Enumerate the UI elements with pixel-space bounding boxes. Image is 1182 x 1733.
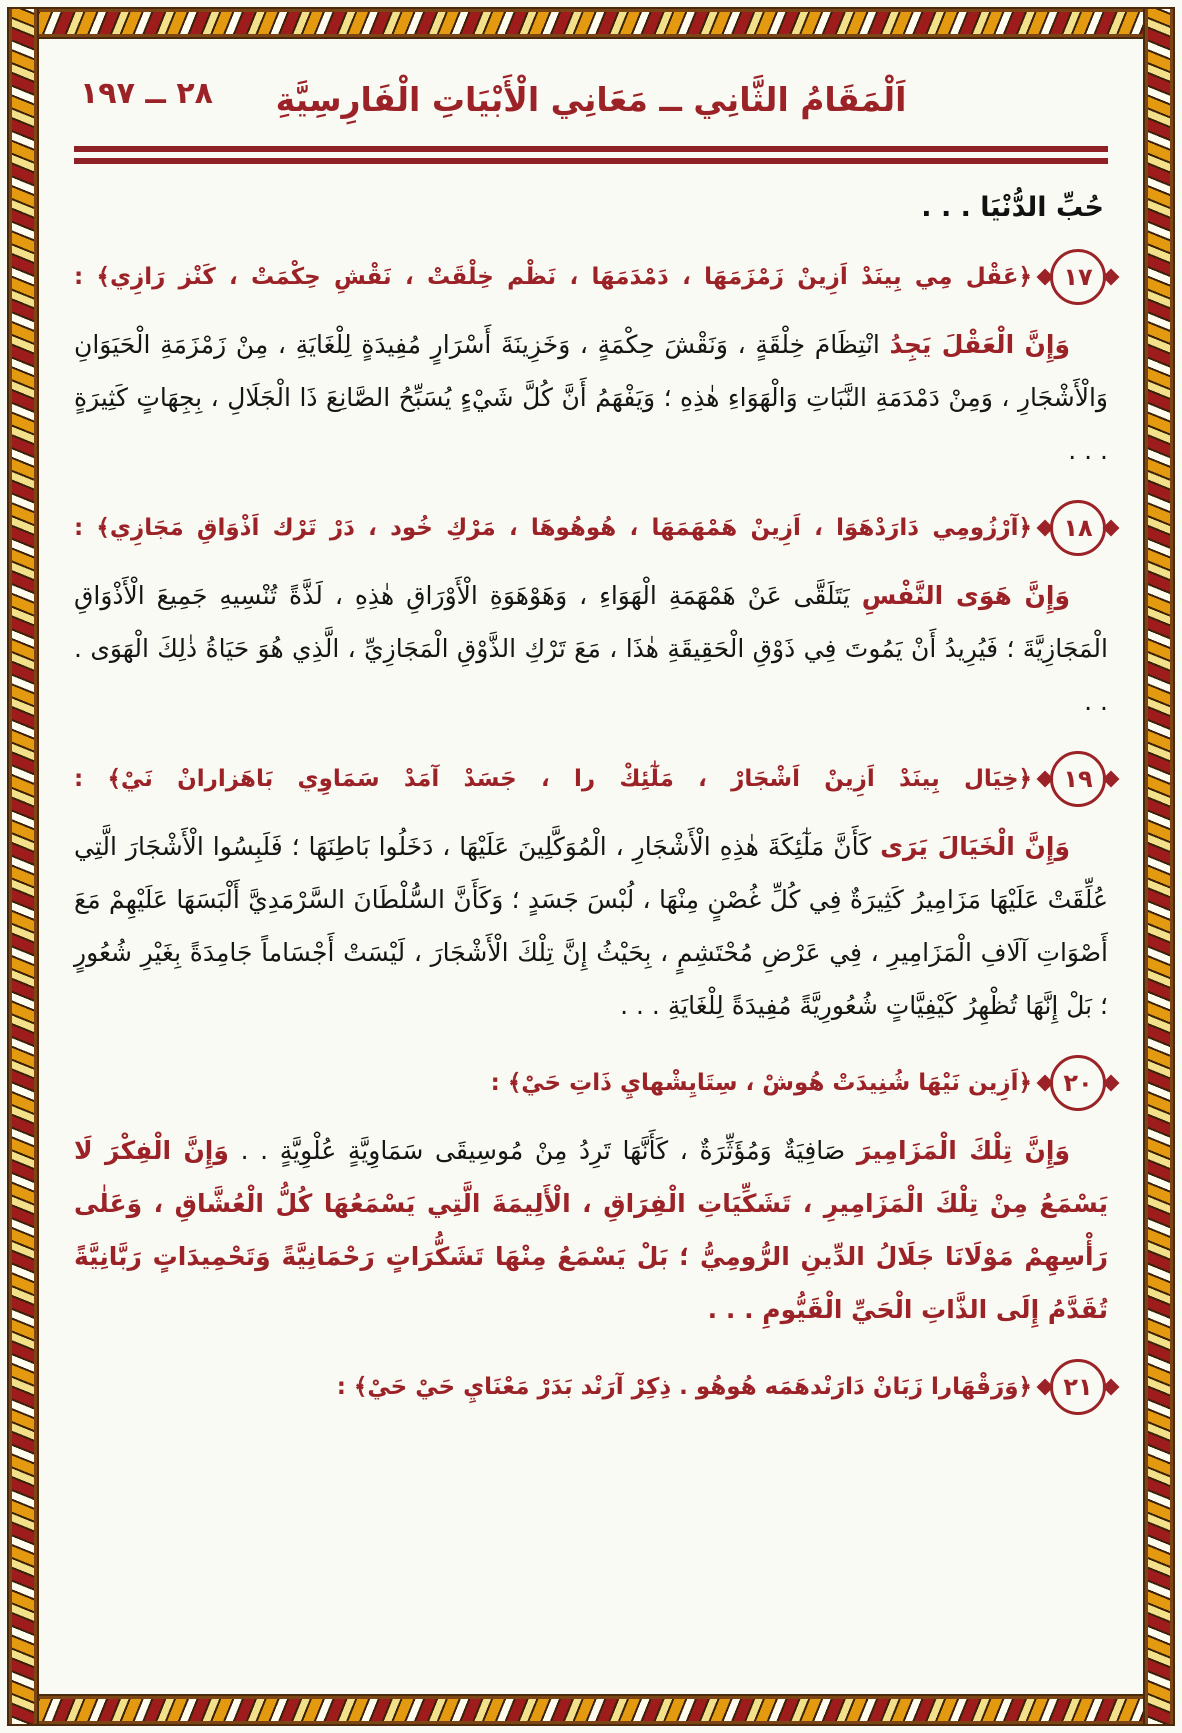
verse-number-medallion [1050,1359,1106,1415]
commentary-tail: وَإِنَّ الْفِكْرَ لَا يَسْمَعُ مِنْ تِلْكَ الْمَزَامِيرِ ، تَشَكِّيَاتِ الْفِرَاقِ ، الْأَلِيمَةَ الَّتِي يَسْمَعُهَا كُلُّ الْعُشَّاقِ ، وَعَلٰى رَأْسِهِمْ مَوْلَانَا جَلَالُ الدِّينِ الرُّومِيُّ ؛ بَلْ يَسْمَعُ مِنْهَا تَشَكُّرَاتٍ رَحْمَانِيَّةً وَتَحْمِيدَاتٍ رَبَّانِيَّةً تُقَدَّمُ إِلَى الذَّاتِ الْحَيِّ الْقَيُّومِ . . . [74,1136,1108,1324]
persian-verse: ﴿عَقْل مِي بِينَدْ اَزِينْ زَمْزَمَهَا ، دَمْدَمَهَا ، نَظْم خِلْقَتْ ، نَقْشِ حِكْمَتْ ، كَنْز رَازِي﴾ : [74,264,1032,290]
verse-row-19 [74,748,1108,810]
ornamental-border-left [7,7,39,1726]
page-header [74,70,1108,136]
commentary-body: كَأَنَّ مَلٰٓئِكَةَ هٰذِهِ الْأَشْجَارِ ، الْمُوَكَّلِينَ عَلَيْهَا ، دَخَلُوا بَاطِنَهَا ؛ فَلَبِسُوا الْأَشْجَارَ الَّتِي عُلِّقَتْ عَلَيْهَا مَزَامِيرُ كَثِيرَةٌ فِي كُلِّ غُصْنٍ مِنْهَا ، لُبْسَ جَسَدٍ ؛ وَكَأَنَّ السُّلْطَانَ السَّرْمَدِيَّ أَلْبَسَهَا عَلَيْهِمْ مَعَ أَصْوَاتِ آلَافِ الْمَزَامِيرِ ، فِي عَرْضِ مُحْتَشِمٍ ، بِحَيْثُ إِنَّ تِلْكَ الْأَشْجَارَ ، لَيْسَتْ أَجْسَاماً جَامِدَةً بِغَيْرِ شُعُورٍ ؛ بَلْ إِنَّهَا تُظْهِرُ كَيْفِيَّاتٍ شُعُورِيَّةً مُفِيدَةً لِلْغَايَةِ . . . [74,832,1108,1020]
verse-number-medallion [1050,500,1106,556]
verse-number: ١٩ [1063,765,1093,793]
verse-number-medallion [1050,249,1106,305]
section-17 [74,246,1108,477]
commentary-lead: وَإِنَّ هَوَى النَّفْسِ [861,581,1070,610]
ornamental-border-right [1143,7,1175,1726]
verse-number: ١٧ [1063,263,1093,291]
persian-verse: ﴿اَزِين نَيْهَا شُنِيدَتْ هُوشْ ، سِتَايِشْهايِ ذَاتِ حَيْ﴾ : [490,1070,1032,1096]
verse-row-20 [74,1052,1108,1114]
commentary-body: انْتِظَامَ خِلْقَةٍ ، وَنَقْشَ حِكْمَةٍ ، وَخَزِينَةَ أَسْرَارٍ مُفِيدَةٍ لِلْغَايَةِ ، مِنْ زَمْزَمَةِ الْحَيَوَانِ وَالْأَشْجَارِ ، وَمِنْ دَمْدَمَةِ النَّبَاتِ وَالْهَوَاءِ هٰذِهِ ؛ وَيَفْهَمُ أَنَّ كُلَّ شَيْءٍ يُسَبِّحُ الصَّانِعَ ذَا الْجَلَالِ ، بِجِهَاتٍ كَثِيرَةٍ . . . [74,330,1108,465]
section-19 [74,748,1108,1032]
verse-row-17 [74,246,1108,308]
commentary-lead: وَإِنَّ تِلْكَ الْمَزَامِيرَ [856,1136,1070,1165]
commentary-paragraph [74,569,1108,728]
section-20 [74,1052,1108,1336]
page-title: اَلْمَقَامُ الثَّانِي ــ مَعَانِي الْأَبْيَاتِ الْفَارِسِيَّةِ [275,80,907,119]
ornamental-border-top [7,7,1175,39]
commentary-lead: وَإِنَّ الْخَيَالَ يَرَى [880,832,1070,861]
verse-number: ٢٠ [1063,1069,1093,1097]
verse-number-medallion [1050,751,1106,807]
verse-number: ١٨ [1063,514,1093,542]
verse-row-18 [74,497,1108,559]
commentary-paragraph [74,820,1108,1032]
intro-line: حُبِّ الدُّنْيَا . . . [921,192,1104,223]
commentary-body: صَافِيَةٌ وَمُؤَثِّرَةٌ ، كَأَنَّهَا تَرِدُ مِنْ مُوسِيقَى سَمَاوِيَّةٍ عُلْوِيَّةٍ . . [228,1136,857,1165]
section-21 [74,1356,1108,1418]
ornamental-border-bottom [7,1694,1175,1726]
section-18 [74,497,1108,728]
persian-verse: ﴿خِيَال بِينَدْ اَزِينْ اَشْجَارْ ، مَلٰٓئِكْ را ، جَسَدْ آمَدْ سَمَاوِي بَاهَزارانْ نَيْ﴾ : [74,766,1032,792]
verse-row-21 [74,1356,1108,1418]
persian-verse: ﴿آرْزُومِي دَارَدْهَوَا ، اَزِينْ هَمْهَمَهَا ، هُوهُوهَا ، مَرْكِ خُود ، دَرْ تَرْك اَذْوَاقِ مَجَازِي﴾ : [74,515,1032,541]
page-content [44,44,1138,1689]
header-divider [74,146,1108,164]
page-number: ٢٨ ــ ١٩٧ [80,76,213,111]
commentary-paragraph [74,1124,1108,1336]
verse-number-medallion [1050,1055,1106,1111]
commentary-paragraph [74,318,1108,477]
commentary-lead: وَإِنَّ الْعَقْلَ يَجِدُ [889,330,1070,359]
persian-verse: ﴿وَرَقْهَارا زَبَانْ دَارَنْدهَمَه هُوهُو . ذِكِرْ آرَنْد بَدَرْ مَعْنَايِ حَيْ حَيْ﴾ : [336,1374,1032,1400]
commentary-body: يَتَلَقَّى عَنْ هَمْهَمَةِ الْهَوَاءِ ، وَهَوْهَوَةِ الْأَوْرَاقِ هٰذِهِ ، لَذَّةً تُنْسِيهِ جَمِيعَ الْأَذْوَاقِ الْمَجَازِيَّةَ ؛ فَيُرِيدُ أَنْ يَمُوتَ فِي ذَوْقِ الْحَقِيقَةِ هٰذَا ، مَعَ تَرْكِ الذَّوْقِ الْمَجَازِيِّ ، الَّذِي هُوَ حَيَاةُ ذٰلِكَ الْهَوَى . . . [74,581,1108,716]
verse-number: ٢١ [1063,1373,1093,1401]
